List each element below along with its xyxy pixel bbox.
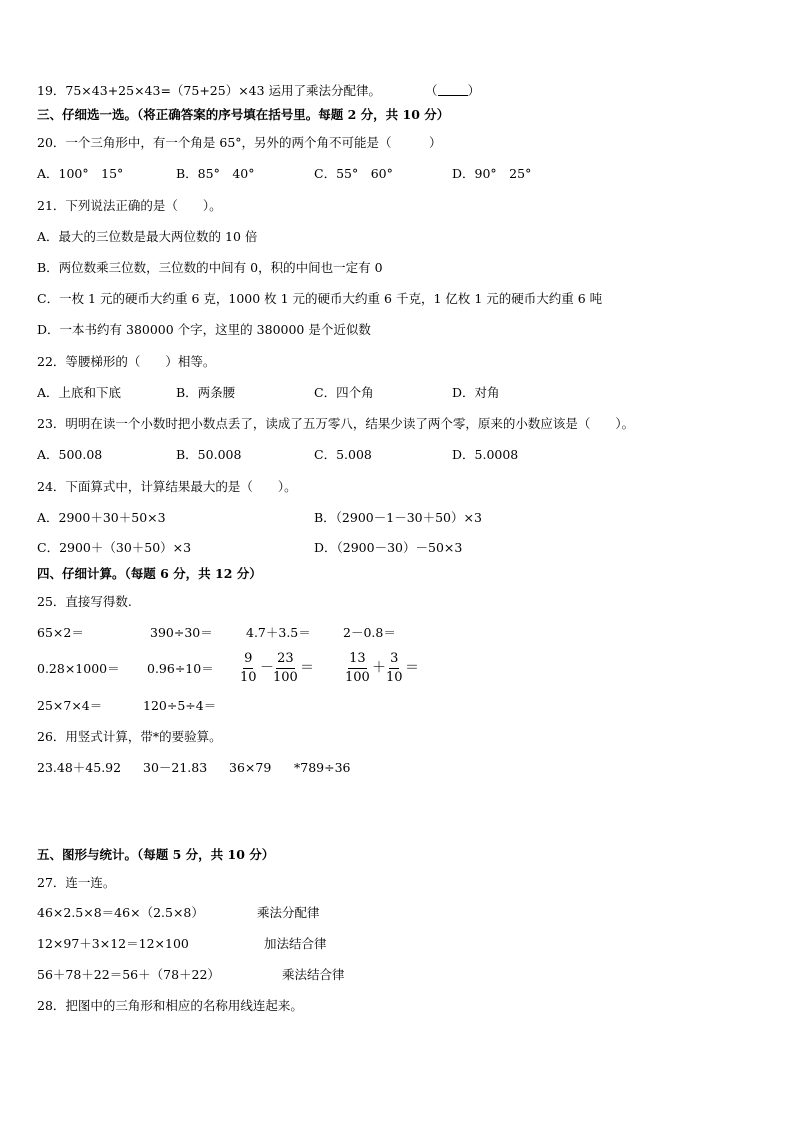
question-19-text: 19．75×43+25×43=（75+25）×43 运用了乘法分配律。 [37,83,382,98]
question-24-stem: 24．下面算式中，计算结果最大的是（ ）。 [37,479,297,494]
question-22-stem: 22．等腰梯形的（ ）相等。 [37,354,216,369]
q20-option-a[interactable]: A．100° 15° [37,166,124,181]
q23-option-d[interactable]: D．5.0008 [452,447,519,462]
fraction [240,650,257,687]
q23-option-c[interactable]: C．5.008 [314,447,372,462]
q24-option-d[interactable]: D．（2900－30）－50×3 [314,540,463,555]
section-4-title: 四、仔细计算。（每题 6 分，共 12 分） [37,566,262,581]
question-26-stem: 26．用竖式计算，带*的要验算。 [37,729,222,744]
q22-option-b[interactable]: B．两条腰 [176,385,236,400]
answer-paren-open: （ [425,83,438,98]
q22-option-a[interactable]: A．上底和下底 [37,385,122,400]
calc-item: 390÷30＝ [150,625,213,640]
vertical-calc-item: 30－21.83 [143,760,208,775]
q22-option-d[interactable]: D．对角 [452,385,500,400]
fraction [345,650,370,687]
section-3-title: 三、仔细选一选。（将正确答案的序号填在括号里。每题 2 分，共 10 分） [37,107,450,122]
match-left-item[interactable]: 46×2.5×8＝46×（2.5×8） [37,905,204,920]
q22-option-c[interactable]: C．四个角 [314,385,374,400]
calc-item: 2－0.8＝ [343,625,396,640]
question-25-stem: 25．直接写得数. [37,594,132,609]
vertical-calc-item: *789÷36 [294,760,351,775]
question-28-stem: 28．把图中的三角形和相应的名称用线连起来。 [37,998,303,1013]
numerator: 9 [243,650,253,669]
match-right-item[interactable]: 乘法分配律 [257,905,320,920]
question-19 [37,83,480,99]
operator: － [260,660,274,676]
match-left-item[interactable]: 12×97＋3×12＝12×100 [37,936,189,951]
answer-blank[interactable] [438,83,468,96]
denominator: 10 [386,670,403,685]
match-right-item[interactable]: 加法结合律 [264,936,327,951]
q20-option-d[interactable]: D．90° 25° [452,166,532,181]
match-right-item[interactable]: 乘法结合律 [282,967,345,982]
q21-option-d[interactable]: D．一本书约有 380000 个字，这里的 380000 是个近似数 [37,322,371,337]
equals-sign: ＝ [405,660,419,676]
denominator: 10 [240,670,257,685]
calc-item: 120÷5÷4＝ [143,698,217,713]
fraction [273,650,298,687]
numerator: 23 [276,650,295,669]
q24-option-b[interactable]: B．（2900－1－30＋50）×3 [314,510,482,525]
q21-option-a[interactable]: A．最大的三位数是最大两位数的 10 倍 [37,229,258,244]
denominator: 100 [273,670,298,685]
section-5-title: 五、图形与统计。（每题 5 分，共 10 分） [37,847,275,862]
answer-paren-close: ） [467,83,481,98]
equals-sign: ＝ [300,660,314,676]
calc-item: 25×7×4＝ [37,698,103,713]
fraction [386,650,403,687]
calc-item: 0.28×1000＝ [37,661,120,676]
q20-option-c[interactable]: C．55° 60° [314,166,393,181]
calc-item: 4.7＋3.5＝ [246,625,311,640]
calc-item: 65×2＝ [37,625,84,640]
q21-option-c[interactable]: C．一枚 1 元的硬币大约重 6 克，1000 枚 1 元的硬币大约重 6 千克，1 亿枚 1 元的硬币大约重 6 吨 [37,291,603,306]
q24-option-c[interactable]: C．2900＋（30＋50）×3 [37,540,192,555]
question-21-stem: 21．下列说法正确的是（ ）。 [37,198,222,213]
q21-option-b[interactable]: B．两位数乘三位数，三位数的中间有 0，积的中间也一定有 0 [37,260,383,275]
question-23-stem: 23．明明在读一个小数时把小数点丢了，读成了五万零八，结果少读了两个零，原来的小数应该是（ ）。 [37,416,635,431]
match-left-item[interactable]: 56＋78＋22＝56＋（78＋22） [37,967,220,982]
numerator: 3 [389,650,399,669]
vertical-calc-item: 36×79 [229,760,272,775]
numerator: 13 [348,650,367,669]
q23-option-b[interactable]: B．50.008 [176,447,242,462]
vertical-calc-item: 23.48＋45.92 [37,760,122,775]
operator: ＋ [372,660,386,676]
question-20-stem: 20．一个三角形中，有一个角是 65°，另外的两个角不可能是（ ） [37,135,442,150]
calc-item: 0.96÷10＝ [147,661,214,676]
q24-option-a[interactable]: A．2900＋30＋50×3 [37,510,166,525]
q23-option-a[interactable]: A．500.08 [37,447,103,462]
denominator: 100 [345,670,370,685]
question-27-stem: 27．连一连。 [37,875,116,890]
q20-option-b[interactable]: B．85° 40° [176,166,255,181]
